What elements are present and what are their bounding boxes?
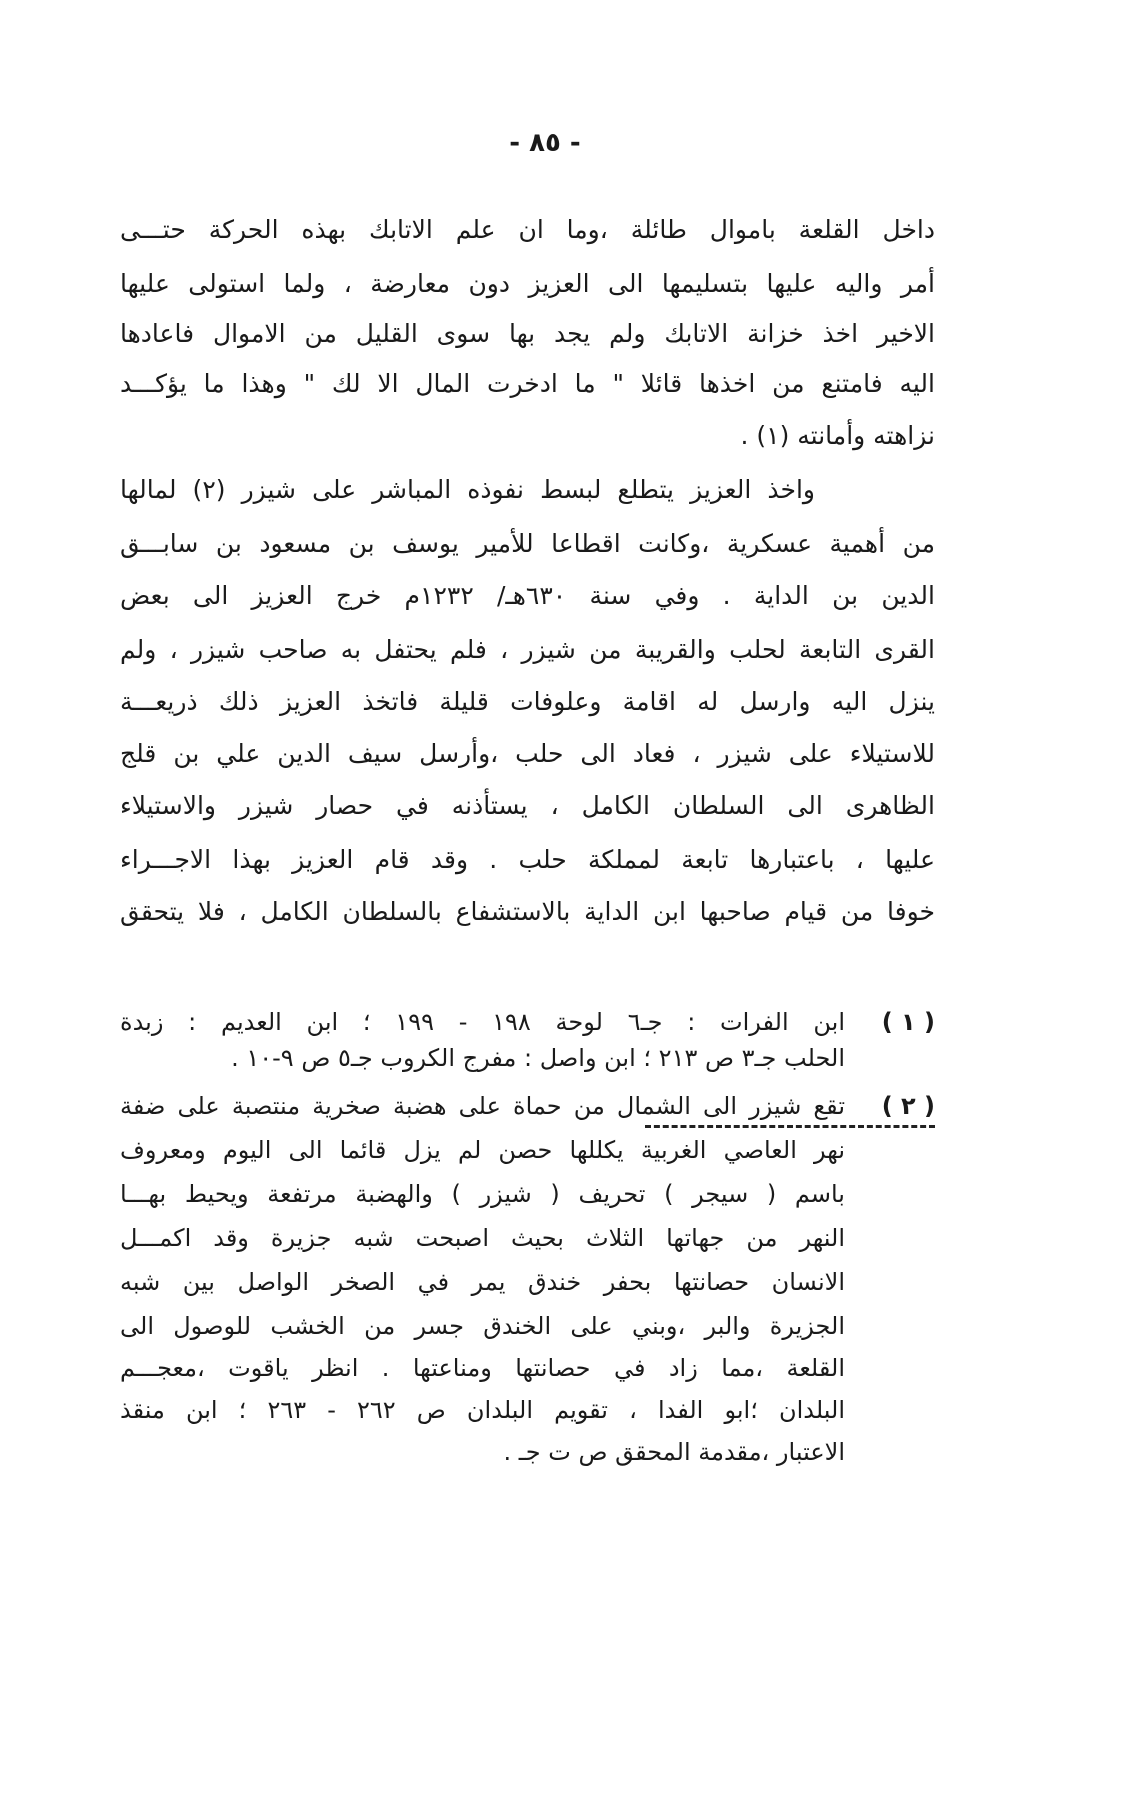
footnote-line: القلعة ،مما زاد في حصانتها ومناعتها . انظر ياقوت ،معجـــم	[120, 1354, 845, 1382]
body-line: نزاهته وأمانته (١) .	[740, 421, 935, 450]
body-line: الاخير اخذ خزانة الاتابك ولم يجد بها سوى القليل من الاموال فاعادها	[120, 319, 935, 348]
body-line: خوفا من قيام صاحبها ابن الداية بالاستشفاع بالسلطان الكامل ، فلا يتحقق	[120, 897, 935, 926]
footnote-separator	[645, 1125, 935, 1128]
body-line: للاستيلاء على شيزر ، فعاد الى حلب ،وأرسل سيف الدين علي بن قلج	[120, 739, 935, 768]
footnote-line: النهر من جهاتها الثلاث بحيث اصبحت شبه جزيرة وقد اكمـــل	[120, 1224, 845, 1252]
body-line: واخذ العزيز يتطلع لبسط نفوذه المباشر على شيزر (٢) لمالها	[120, 475, 815, 504]
footnote-line: نهر العاصي الغربية يكللها حصن لم يزل قائما الى اليوم ومعروف	[120, 1136, 845, 1164]
footnote-line: تقع شيزر الى الشمال من حماة على هضبة صخرية منتصبة على ضفة	[120, 1092, 845, 1120]
footnote-line: البلدان ؛ابو الفدا ، تقويم البلدان ص ٢٦٢ - ٢٦٣ ؛ ابن منقذ	[120, 1396, 846, 1424]
footnote-line: باسم ( سيجر ) تحريف ( شيزر ) والهضبة مرتفعة ويحيط بهـــا	[120, 1180, 845, 1208]
body-line: اليه فامتنع من اخذها قائلا " ما ادخرت المال الا لك " وهذا ما يؤكـــد	[120, 369, 935, 398]
body-line: أمر واليه عليها بتسليمها الى العزيز دون معارضة ، ولما استولى عليها	[120, 269, 935, 298]
body-line: الظاهرى الى السلطان الكامل ، يستأذنه في حصار شيزر والاستيلاء	[120, 791, 935, 820]
footnote-line: الحلب جـ٣ ص ٢١٣ ؛ ابن واصل : مفرج الكروب جـ٥ ص ٩-١٠ .	[231, 1044, 845, 1072]
footnote-marker: ( ١ )	[881, 1008, 935, 1036]
footnote-line: الجزيرة والبر ،وبني على الخندق جسر من الخشب للوصول الى	[120, 1312, 845, 1340]
body-line: من أهمية عسكرية ،وكانت اقطاعا للأمير يوسف بن مسعود بن سابـــق	[120, 529, 935, 558]
footnote-line: الاعتبار ،مقدمة المحقق ص ت جـ .	[503, 1438, 845, 1466]
body-line: الدين بن الداية . وفي سنة ٦٣٠هـ/ ١٢٣٢م خرج العزيز الى بعض	[120, 581, 935, 610]
page-number: - ٨٥ -	[509, 128, 581, 158]
footnote-marker: ( ٢ )	[881, 1092, 935, 1120]
body-line: القرى التابعة لحلب والقريبة من شيزر ، فلم يحتفل به صاحب شيزر ، ولم	[120, 635, 935, 664]
body-line: عليها ، باعتبارها تابعة لمملكة حلب . وقد قام العزيز بهذا الاجـــراء	[120, 845, 935, 874]
footnote-line: ابن الفرات : جـ٦ لوحة ١٩٨ - ١٩٩ ؛ ابن العديم : زبدة	[120, 1008, 846, 1036]
body-line: ينزل اليه وارسل له اقامة وعلوفات قليلة فاتخذ العزيز ذلك ذريعـــة	[120, 687, 935, 716]
body-line: داخل القلعة باموال طائلة ،وما ان علم الاتابك بهذه الحركة حتـــى	[120, 215, 935, 244]
footnote-line: الانسان حصانتها بحفر خندق يمر في الصخر الواصل بين شبه	[120, 1268, 845, 1296]
